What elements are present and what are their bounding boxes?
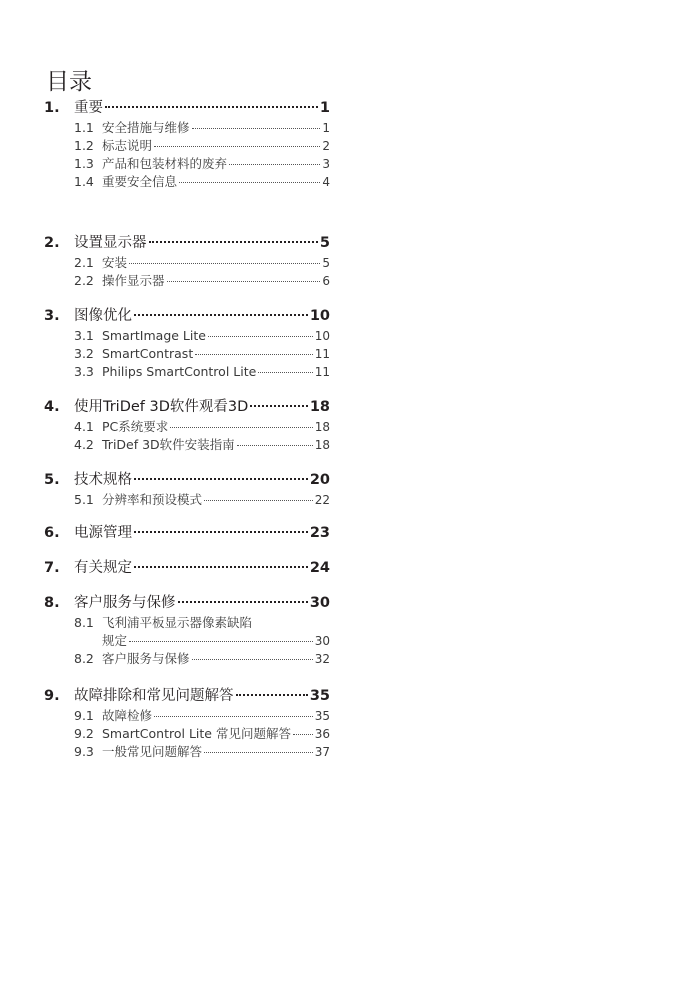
toc-chapter-entry[interactable] xyxy=(44,593,330,614)
section-title: 安装 xyxy=(102,255,128,270)
section-title: SmartContrast xyxy=(102,346,194,361)
toc-chapter-entry[interactable] xyxy=(44,470,330,491)
dot-leader xyxy=(134,530,308,533)
chapter-title: 使用TriDef 3D软件观看3D xyxy=(74,399,249,415)
section-number: 2.1 xyxy=(74,255,94,270)
toc-chapter xyxy=(44,593,330,668)
section-page-number: 37 xyxy=(314,745,330,759)
toc-section-entry[interactable] xyxy=(44,119,330,137)
chapter-page-number: 1 xyxy=(319,100,330,116)
toc-section-entry[interactable] xyxy=(44,418,330,436)
chapter-page-number: 5 xyxy=(319,235,330,251)
chapter-number: 4. xyxy=(44,399,60,415)
section-title: PC系统要求 xyxy=(102,419,169,434)
dot-leader xyxy=(229,163,320,165)
section-number: 9.2 xyxy=(74,726,94,741)
dot-leader xyxy=(179,181,320,183)
chapter-page-number: 35 xyxy=(309,688,330,704)
dot-leader xyxy=(178,600,308,603)
section-page-number: 30 xyxy=(314,634,330,648)
chapter-title: 有关规定 xyxy=(74,560,132,576)
chapter-title: 客户服务与保修 xyxy=(74,595,176,611)
toc-chapter xyxy=(44,98,330,191)
chapter-number: 8. xyxy=(44,595,60,611)
chapter-page-number: 23 xyxy=(309,525,330,541)
dot-leader xyxy=(129,262,320,264)
section-number: 4.2 xyxy=(74,437,94,452)
section-page-number: 2 xyxy=(322,139,330,153)
dot-leader xyxy=(170,426,312,428)
dot-leader xyxy=(167,280,321,282)
section-number: 9.3 xyxy=(74,744,94,759)
toc-section-entry[interactable] xyxy=(44,363,330,381)
section-number: 1.2 xyxy=(74,138,94,153)
section-title: 分辨率和预设模式 xyxy=(102,492,203,507)
section-number: 1.3 xyxy=(74,156,94,171)
toc-section-entry[interactable] xyxy=(44,436,330,454)
dot-leader xyxy=(192,658,313,660)
toc-chapter-entry[interactable] xyxy=(44,397,330,418)
dot-leader xyxy=(134,565,308,568)
section-page-number: 32 xyxy=(314,652,330,666)
dot-leader xyxy=(134,477,308,480)
chapter-page-number: 24 xyxy=(309,560,330,576)
section-title: 重要安全信息 xyxy=(102,174,178,189)
section-number: 3.3 xyxy=(74,364,94,379)
section-title: 一般常见问题解答 xyxy=(102,744,203,759)
toc-section-entry[interactable] xyxy=(44,491,330,509)
chapter-number: 5. xyxy=(44,472,60,488)
toc-section-entry[interactable] xyxy=(44,707,330,725)
section-number: 3.2 xyxy=(74,346,94,361)
page-title: 目录 xyxy=(46,69,92,96)
chapter-title: 设置显示器 xyxy=(74,235,147,251)
toc-section-entry[interactable] xyxy=(44,137,330,155)
chapter-title: 电源管理 xyxy=(74,525,132,541)
section-page-number: 5 xyxy=(322,256,330,270)
chapter-number: 7. xyxy=(44,560,60,576)
section-number: 8.2 xyxy=(74,651,94,666)
dot-leader xyxy=(192,127,321,129)
section-title: 客户服务与保修 xyxy=(102,651,190,666)
chapter-number: 3. xyxy=(44,308,60,324)
section-title: TriDef 3D软件安装指南 xyxy=(102,437,235,452)
dot-leader xyxy=(134,313,308,316)
section-page-number: 10 xyxy=(314,329,330,343)
toc-section-entry[interactable] xyxy=(44,725,330,743)
toc-chapter-entry[interactable] xyxy=(44,306,330,327)
chapter-page-number: 30 xyxy=(309,595,330,611)
dot-leader xyxy=(154,715,313,717)
section-title: 标志说明 xyxy=(102,138,153,153)
toc-section-entry[interactable] xyxy=(44,155,330,173)
chapter-title: 技术规格 xyxy=(74,472,132,488)
toc-chapter xyxy=(44,306,330,381)
dot-leader xyxy=(149,240,318,243)
chapter-title: 故障排除和常见问题解答 xyxy=(74,688,234,704)
section-page-number: 1 xyxy=(322,121,330,135)
toc-chapter xyxy=(44,686,330,761)
dot-leader xyxy=(237,444,313,446)
section-title: Philips SmartControl Lite xyxy=(102,364,257,379)
section-number: 2.2 xyxy=(74,273,94,288)
section-title: 故障检修 xyxy=(102,708,153,723)
section-number: 4.1 xyxy=(74,419,94,434)
section-number: 5.1 xyxy=(74,492,94,507)
table-of-contents xyxy=(44,98,330,761)
toc-chapter xyxy=(44,523,330,544)
toc-chapter-entry[interactable] xyxy=(44,558,330,579)
chapter-number: 6. xyxy=(44,525,60,541)
toc-chapter-entry[interactable] xyxy=(44,98,330,119)
dot-leader xyxy=(208,335,313,337)
section-title-continued: 规定 xyxy=(102,633,128,648)
chapter-number: 1. xyxy=(44,100,60,116)
toc-section-entry-continued[interactable] xyxy=(44,632,330,650)
section-title: SmartControl Lite 常见问题解答 xyxy=(102,726,291,741)
dot-leader xyxy=(195,353,312,355)
section-title: 产品和包装材料的废弃 xyxy=(102,156,228,171)
section-page-number: 35 xyxy=(314,709,330,723)
toc-section-entry[interactable] xyxy=(44,650,330,668)
chapter-page-number: 18 xyxy=(309,399,330,415)
toc-section-entry[interactable] xyxy=(44,272,330,290)
toc-chapter xyxy=(44,233,330,290)
section-page-number: 4 xyxy=(322,175,330,189)
chapter-number: 9. xyxy=(44,688,60,704)
toc-chapter-entry[interactable] xyxy=(44,233,330,254)
dot-leader xyxy=(236,693,308,696)
section-number: 1.4 xyxy=(74,174,94,189)
section-page-number: 3 xyxy=(322,157,330,171)
section-page-number: 11 xyxy=(314,347,330,361)
toc-section-entry[interactable] xyxy=(44,614,330,632)
section-title: SmartImage Lite xyxy=(102,328,206,343)
chapter-number: 2. xyxy=(44,235,60,251)
toc-section-entry[interactable] xyxy=(44,254,330,272)
dot-leader xyxy=(204,499,313,501)
toc-section-entry[interactable] xyxy=(44,743,330,761)
section-title: 安全措施与维修 xyxy=(102,120,190,135)
chapter-page-number: 20 xyxy=(309,472,330,488)
section-page-number: 18 xyxy=(314,420,330,434)
dot-leader xyxy=(105,105,318,108)
section-title: 飞利浦平板显示器像素缺陷 xyxy=(102,615,253,630)
section-number: 8.1 xyxy=(74,615,94,630)
chapter-title: 图像优化 xyxy=(74,308,132,324)
chapter-title: 重要 xyxy=(74,100,103,116)
section-page-number: 22 xyxy=(314,493,330,507)
toc-chapter-entry[interactable] xyxy=(44,686,330,707)
dot-leader xyxy=(129,640,313,642)
toc-chapter-entry[interactable] xyxy=(44,523,330,544)
dot-leader xyxy=(258,371,312,373)
dot-leader xyxy=(154,145,320,147)
section-number: 3.1 xyxy=(74,328,94,343)
toc-chapter xyxy=(44,470,330,509)
section-page-number: 18 xyxy=(314,438,330,452)
toc-section-entry[interactable] xyxy=(44,173,330,191)
section-number: 9.1 xyxy=(74,708,94,723)
section-page-number: 36 xyxy=(314,727,330,741)
toc-section-entry[interactable] xyxy=(44,345,330,363)
dot-leader xyxy=(250,404,308,407)
dot-leader xyxy=(204,751,313,753)
section-page-number: 11 xyxy=(314,365,330,379)
chapter-page-number: 10 xyxy=(309,308,330,324)
section-title: 操作显示器 xyxy=(102,273,165,288)
dot-leader xyxy=(293,733,313,735)
toc-chapter xyxy=(44,558,330,579)
toc-chapter xyxy=(44,397,330,454)
section-number: 1.1 xyxy=(74,120,94,135)
section-page-number: 6 xyxy=(322,274,330,288)
toc-section-entry[interactable] xyxy=(44,327,330,345)
